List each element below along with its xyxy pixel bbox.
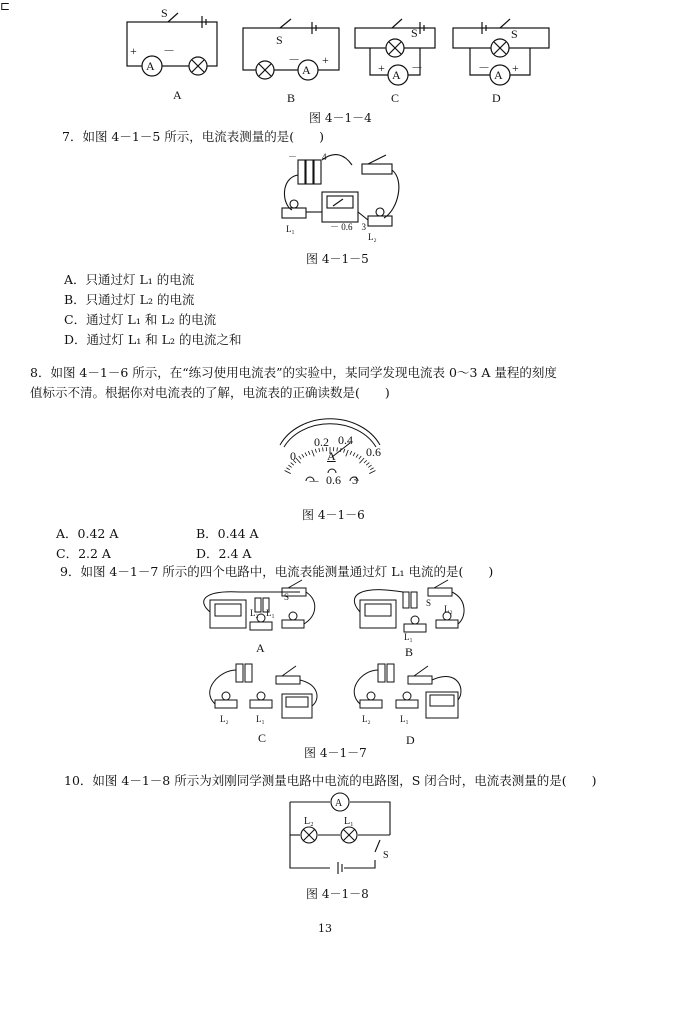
svg-text:L₂: L₂	[304, 816, 314, 827]
meter-scale-tick	[344, 449, 345, 453]
figure-caption-4-1-5: 图 4－1－5	[306, 252, 369, 266]
fig4-option-c: C	[391, 91, 400, 105]
svg-text:S: S	[276, 33, 283, 47]
meter-scale-tick	[364, 460, 367, 463]
figure-4-1-5-apparatus	[0, 150, 700, 240]
meter-scale-tick	[285, 470, 291, 473]
fig4-option-a: A	[173, 88, 182, 102]
svg-text:L₁: L₁	[286, 224, 295, 234]
meter-scale-tick	[356, 454, 358, 457]
question-8-option-d[interactable]: D．2.4 A	[196, 546, 252, 561]
svg-text:－: －	[163, 44, 176, 58]
svg-text:+: +	[512, 61, 519, 75]
svg-text:－: －	[478, 61, 491, 75]
svg-text:－: －	[288, 53, 301, 67]
svg-text:S: S	[411, 26, 418, 40]
meter-tick-0-6: 0.6	[366, 445, 381, 459]
svg-text:+: +	[378, 61, 385, 75]
page-number: 13	[318, 922, 332, 935]
svg-text:A: A	[146, 59, 155, 73]
meter-scale-tick	[305, 453, 307, 456]
svg-text:4: 4	[322, 152, 327, 162]
question-8-stem-line-1: 8．如图 4－1－6 所示，在“练习使用电流表”的实验中，某同学发现电流表 0～3 A 量程的刻度	[30, 365, 557, 380]
fig7-panel-b: B	[405, 645, 414, 659]
svg-text:A: A	[335, 798, 343, 809]
meter-scale-tick	[308, 451, 310, 455]
figure-4-1-7-four-circuits	[0, 580, 700, 740]
svg-text:L₂: L₂	[444, 604, 453, 614]
meter-scale-tick	[286, 468, 289, 470]
svg-text:S: S	[161, 6, 168, 20]
svg-text:+: +	[322, 53, 329, 67]
svg-text:S: S	[426, 598, 432, 608]
question-8-option-c[interactable]: C．2.2 A	[56, 546, 111, 561]
question-7-option-b[interactable]: B．只通过灯 L₂ 的电流	[64, 292, 195, 307]
question-8-stem-line-2: 值标示不清。根据你对电流表的了解，电流表的正确读数是( )	[30, 385, 390, 400]
meter-scale-tick	[346, 450, 349, 457]
figure-4-1-6-meter	[270, 415, 390, 490]
svg-text:A: A	[392, 68, 401, 82]
figure-caption-4-1-4: 图 4－1－4	[309, 111, 372, 125]
question-8-option-a[interactable]: A．0.42 A	[56, 526, 119, 541]
svg-text:L₁: L₁	[266, 608, 275, 618]
figure-caption-4-1-6: 图 4－1－6	[302, 508, 365, 522]
meter-scale-tick	[299, 456, 301, 459]
svg-text:L₁: L₁	[400, 714, 409, 724]
meter-terminal-3: 3	[352, 473, 358, 487]
svg-text:－: －	[411, 61, 424, 75]
question-7-stem: 7．如图 4－1－5 所示，电流表测量的是( )	[62, 129, 325, 144]
figure-caption-4-1-8: 图 4－1－8	[306, 887, 369, 901]
question-7-option-c[interactable]: C．通过灯 L₁ 和 L₂ 的电流	[64, 312, 217, 327]
meter-unit: A	[327, 449, 336, 463]
meter-tick-0: 0	[290, 449, 296, 463]
question-9-stem: 9．如图 4－1－7 所示的四个电路中，电流表能测量通过灯 L₁ 电流的是( )	[60, 564, 494, 579]
svg-text:L₁: L₁	[256, 714, 265, 724]
meter-scale-tick	[353, 453, 355, 456]
figure-caption-4-1-7: 图 4－1－7	[304, 746, 367, 760]
fig4-option-d: D	[492, 91, 501, 105]
svg-text:L₁: L₁	[344, 816, 354, 827]
meter-scale-tick	[337, 447, 338, 451]
meter-tick-0-2: 0.2	[314, 435, 329, 449]
svg-text:A: A	[494, 68, 503, 82]
svg-text:L₂: L₂	[220, 714, 229, 724]
svg-text:L₂: L₂	[368, 232, 377, 242]
meter-scale-tick	[359, 456, 361, 459]
meter-scale-tick	[370, 468, 373, 470]
svg-text:S: S	[383, 850, 389, 861]
meter-scale-tick	[312, 450, 315, 457]
fig7-panel-a: A	[256, 641, 265, 655]
meter-scale-tick	[350, 451, 352, 455]
question-7-option-a[interactable]: A．只通过灯 L₁ 的电流	[64, 272, 195, 287]
svg-text:⊏: ⊏	[0, 0, 11, 13]
figure-4-1-8-circuit	[0, 790, 700, 880]
meter-tick-0-4: 0.4	[338, 433, 353, 447]
svg-text:+: +	[130, 44, 137, 58]
svg-text:L₂: L₂	[362, 714, 371, 724]
meter-scale-tick	[296, 458, 301, 463]
meter-scale-tick	[288, 465, 291, 467]
question-10-stem: 10．如图 4－1－8 所示为刘刚同学测量电路中电流的电路图，S 闭合时，电流表测量的是( )	[64, 773, 597, 788]
svg-text:S: S	[511, 27, 518, 41]
fig7-panel-c: C	[258, 731, 267, 745]
meter-scale-tick	[359, 458, 364, 463]
meter-terminal-0-6: 0.6	[326, 473, 341, 487]
svg-text:S: S	[284, 592, 290, 602]
svg-text:－ 0.6 3: － 0.6 3	[330, 222, 367, 232]
question-8-option-b[interactable]: B．0.44 A	[196, 526, 259, 541]
meter-scale-tick	[366, 463, 369, 466]
meter-scale-tick	[368, 465, 371, 467]
svg-text:－: －	[288, 152, 298, 162]
meter-scale-tick	[302, 454, 304, 457]
svg-text:A: A	[302, 63, 311, 77]
question-7-option-d[interactable]: D．通过灯 L₁ 和 L₂ 的电流之和	[64, 332, 242, 347]
fig4-option-b: B	[287, 91, 296, 105]
meter-scale-tick	[369, 470, 375, 473]
svg-text:L₂: L₂	[250, 608, 259, 618]
svg-text:L₁: L₁	[404, 632, 413, 642]
meter-terminal-minus: －	[308, 475, 321, 489]
figure-4-1-4-circuits	[0, 0, 700, 115]
fig7-panel-d: D	[406, 733, 415, 747]
